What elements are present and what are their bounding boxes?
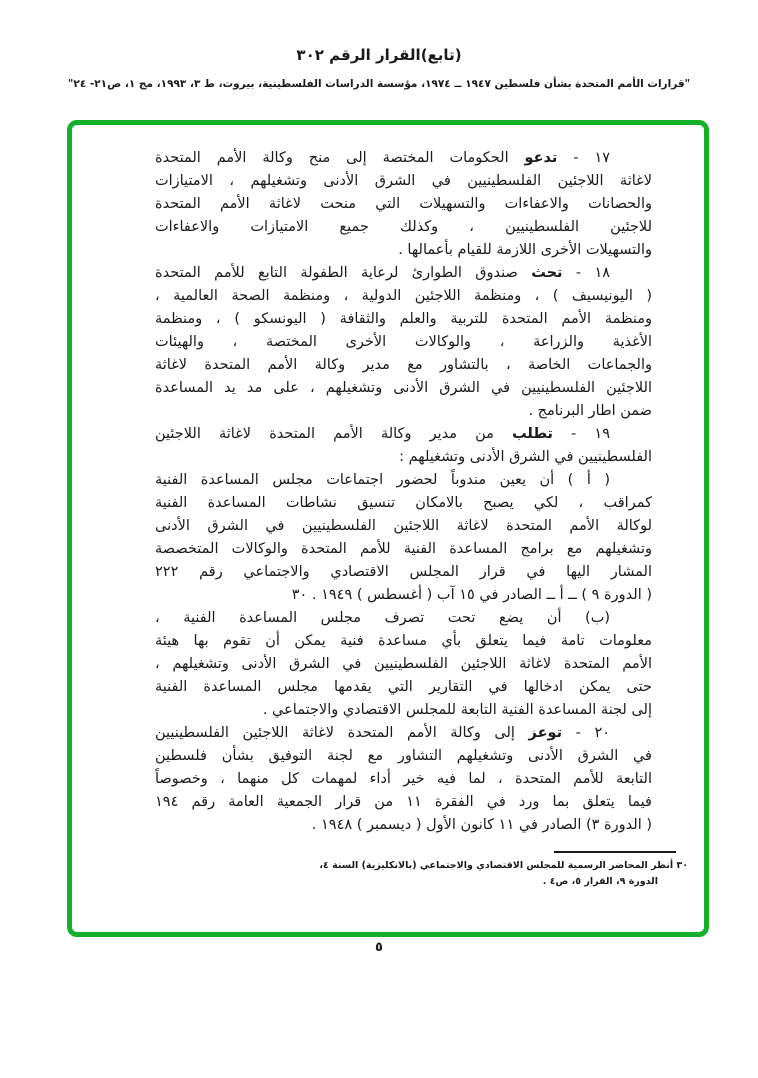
text-line: والجماعات الخاصة ، بالتشاور مع مدير وكالة الأمم المتحدة لاغاثة — [155, 357, 652, 373]
paragraph-20 — [155, 722, 652, 837]
text-line: ومنظمة الأمم المتحدة للتربية والعلم والثقافة ( اليونسكو ) ، ومنظمة — [155, 311, 652, 327]
text-line: والتسهيلات الأخرى اللازمة للقيام بأعمالها . — [398, 242, 652, 258]
text-line: معلومات تامة فيما يتعلق بأي مساعدة فنية يمكن أن تقوم بها هيئة — [155, 633, 652, 649]
document-frame — [67, 120, 709, 937]
text-line: الأمم المتحدة لاغاثة اللاجئين الفلسطينيين في الشرق الأدنى وتشغيلهم ، — [155, 656, 652, 672]
text-line: للاجئين الفلسطينيين ، وكذلك جميع الامتيازات والاعفاءات — [155, 219, 652, 235]
page-number: ٥ — [375, 940, 383, 955]
text-line: اللاجئين الفلسطينيين في الشرق الأدنى وتشغيلهم ، على مد يد المساعدة — [155, 380, 652, 396]
text-line: ٣٠ أنظر المحاضر الرسمية للمجلس الاقتصادي والاجتماعي (بالانكليزية) السنة ٤، — [319, 860, 688, 871]
text-line: كمراقب ، لكي يصبح بالامكان تنسيق نشاطات المساعدة الفنية — [155, 495, 652, 511]
text-line: لاغاثة اللاجئين الفلسطينيين في الشرق الأدنى وتشغيلهم ، الامتيازات — [155, 173, 652, 189]
text-line: ( الدورة ٩ ) ــ أ ــ الصادر في ١٥ آب ( أغسطس ) ١٩٤٩ . ٣٠ — [291, 587, 652, 603]
text-line: الدورة ٩، القرار ٥، ص٤ . — [542, 876, 658, 887]
resolution-body — [155, 147, 652, 837]
text-line: ١٧ - تدعو الحكومات المختصة إلى منح وكالة الأمم المتحدة — [155, 150, 611, 166]
paragraph-18 — [155, 262, 652, 423]
text-line: في الشرق الأدنى وتشغيلهم التشاور مع لجنة التوفيق بشأن فلسطين — [155, 748, 652, 764]
text-line: وتشغيلهم مع برامج المساعدة الفنية للأمم المتحدة والوكالات المتخصصة — [155, 541, 652, 557]
text-line: والحصانات والاعفاءات والتسهيلات التي منحت لاغاثة الأمم المتحدة — [155, 196, 652, 212]
text-line: (ب) أن يضع تحت تصرف مجلس المساعدة الفنية ، — [155, 610, 610, 626]
text-line: التابعة للأمم المتحدة ، لما فيه خير أداء لمهمات كل منهما ، وخصوصاً — [155, 771, 652, 787]
paragraph-19a — [155, 469, 652, 607]
text-line: ( اليونيسيف ) ، ومنظمة اللاجئين الدولية ، ومنظمة الصحة العالمية ، — [155, 288, 652, 304]
text-line: فيما يتعلق بما ورد في الفقرة ١١ من قرار الجمعية العامة رقم ١٩٤ — [155, 794, 652, 810]
text-line: ١٩ - تطلب من مدير وكالة الأمم المتحدة لاغاثة اللاجئين — [155, 426, 610, 442]
text-line: الأغذية والزراعة ، والوكالات الأخرى المختصة ، والهيئات — [155, 334, 652, 350]
text-line: حتى يمكن ادخالها في التقارير التي يقدمها مجلس المساعدة الفنية — [155, 679, 652, 695]
text-line: المشار اليها في قرار المجلس الاقتصادي والاجتماعي رقم ٢٢٢ — [155, 564, 652, 580]
footnote — [258, 851, 688, 890]
text-line: ٢٠ - توعز إلى وكالة الأمم المتحدة لاغاثة اللاجئين الفلسطينيين — [155, 725, 611, 741]
text-line: ضمن اطار البرنامج . — [528, 403, 652, 419]
footnote-separator — [554, 851, 676, 853]
source-citation: "قرارات الأمم المتحدة بشأن فلسطين ١٩٤٧ ــ ١٩٧٤، مؤسسة الدراسات الفلسطينية، بيروت، ط ٣، ١٩٩٣، مج ١، ص٢١- ٢٤" — [67, 78, 691, 90]
paragraph-19b — [155, 607, 652, 722]
paragraph-17 — [155, 147, 652, 262]
footnote-text — [258, 858, 688, 890]
text-line: لوكالة الأمم المتحدة لاغاثة اللاجئين الفلسطينيين في الشرق الأدنى — [155, 518, 652, 534]
page-title: (تابع)القرار الرقم ٣٠٢ — [296, 46, 462, 64]
text-line: الفلسطينيين في الشرق الأدنى وتشغيلهم : — [399, 449, 652, 465]
text-line: إلى لجنة المساعدة الفنية التابعة للمجلس الاقتصادي والاجتماعي . — [262, 702, 652, 718]
paragraph-19 — [155, 423, 652, 469]
text-line: ( الدورة ٣) الصادر في ١١ كانون الأول ( ديسمبر ) ١٩٤٨ . — [311, 817, 652, 833]
text-line: ( أ ) أن يعين مندوباً لحضور اجتماعات مجلس المساعدة الفنية — [155, 472, 610, 488]
text-line: ١٨ - تحث صندوق الطوارئ لرعاية الطفولة التابع للأمم المتحدة — [155, 265, 611, 281]
